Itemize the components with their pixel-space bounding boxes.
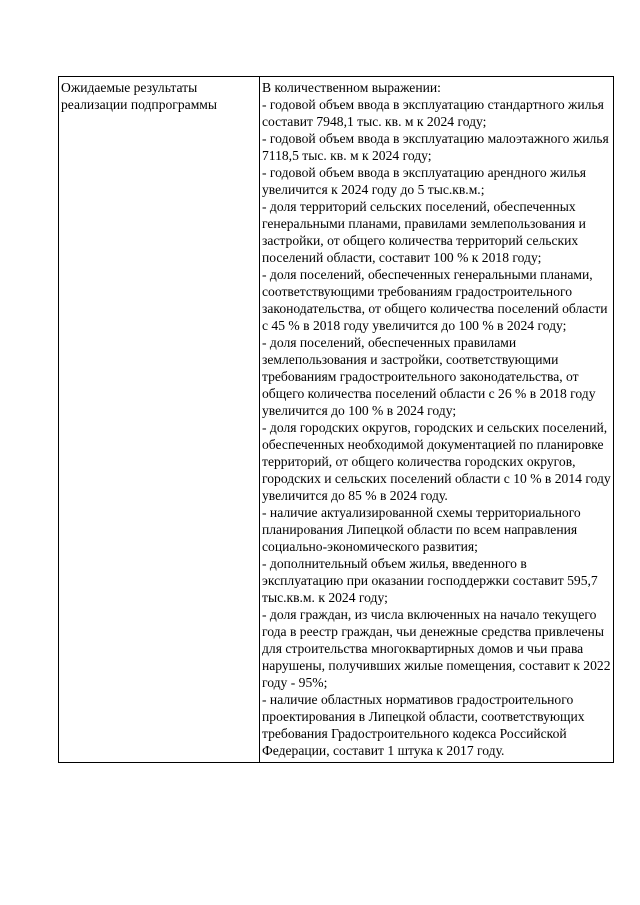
row-label-cell bbox=[59, 77, 260, 763]
list-item: - годовой объем ввода в эксплуатацию арендного жилья увеличится к 2024 году до 5 тыс.кв.м.; bbox=[262, 165, 587, 197]
table-row bbox=[59, 77, 614, 763]
list-item: - наличие актуализированной схемы территориального планирования Липецкой области по всем направления социально-экономического развития; bbox=[262, 505, 581, 554]
row-label: Ожидаемые результаты реализации подпрограммы bbox=[61, 80, 218, 112]
list-item: - годовой объем ввода в эксплуатацию стандартного жилья составит 7948,1 тыс. кв. м к 2024 году; bbox=[262, 97, 604, 129]
row-content-cell bbox=[260, 77, 614, 763]
results-table bbox=[58, 76, 614, 763]
list-item: - доля поселений, обеспеченных правилами землепользования и застройки, соответствующими требованиям градостроительного законодательства, от общего количества поселений области с 26 % в 2018 году увеличится до 100 % в 2024 году; bbox=[262, 335, 596, 418]
list-item: - доля граждан, из числа включенных на начало текущего года в реестр граждан, чьи денежные средства привлечены для строительства многоквартирных домов и чьи права нарушены, получивших жилые помещения, составит к 2022 году - 95%; bbox=[262, 607, 611, 690]
list-item: - дополнительный объем жилья, введенного в эксплуатацию при оказании господдержки составит 595,7 тыс.кв.м. к 2024 году; bbox=[262, 556, 598, 605]
content-intro: В количественном выражении: bbox=[262, 80, 441, 95]
list-item: - наличие областных нормативов градостроительного проектирования в Липецкой области, соответствующих требования Градостроительного кодекса Российской Федерации, составит 1 штука к 2017 году. bbox=[262, 692, 585, 758]
list-item: - доля территорий сельских поселений, обеспеченных генеральными планами, правилами землепользования и застройки, от общего количества территорий сельских поселений области, составит 100 % к 2018 году; bbox=[262, 199, 586, 265]
list-item: - доля городских округов, городских и сельских поселений, обеспеченных необходимой документацией по планировке территорий, от общего количества городских округов, городских и сельских поселений области с 10 % в 2014 году увеличится до 85 % в 2024 году. bbox=[262, 420, 611, 503]
list-item: - годовой объем ввода в эксплуатацию малоэтажного жилья 7118,5 тыс. кв. м к 2024 году; bbox=[262, 131, 609, 163]
list-item: - доля поселений, обеспеченных генеральными планами, соответствующими требованиям градостроительного законодательства, от общего количества поселений области с 45 % в 2018 году увеличится до 100 % в 2024 году; bbox=[262, 267, 608, 333]
